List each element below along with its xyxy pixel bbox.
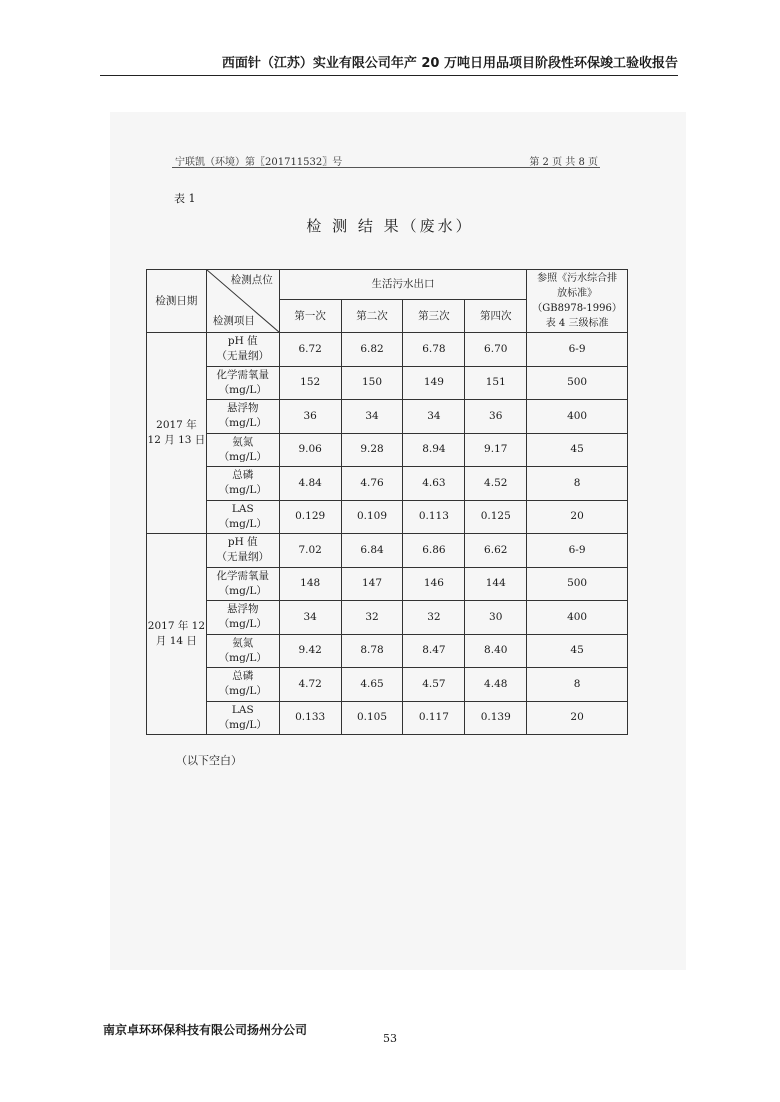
item-cell: [206, 668, 279, 702]
value-cell: 4.48: [465, 668, 527, 702]
standard-cell: 45: [527, 433, 628, 467]
item-cell: [206, 567, 279, 601]
footnote: （以下空白）: [176, 754, 242, 767]
table-row: [147, 333, 628, 367]
table-row: [147, 467, 628, 501]
cell-line: （mg/L）: [218, 484, 267, 497]
value-cell: 8.47: [403, 634, 465, 668]
header-row: [147, 270, 628, 300]
value-cell: 4.52: [465, 467, 527, 501]
cell-line: 氨氮: [232, 636, 254, 649]
value-cell: 149: [403, 366, 465, 400]
value-cell: 148: [279, 567, 341, 601]
value-cell: 4.84: [279, 467, 341, 501]
value-cell: 8.40: [465, 634, 527, 668]
cell-line: （mg/L）: [218, 718, 267, 731]
value-cell: 144: [465, 567, 527, 601]
value-cell: 4.57: [403, 668, 465, 702]
value-cell: 146: [403, 567, 465, 601]
value-cell: 0.133: [279, 701, 341, 735]
cell-line: （mg/L）: [218, 618, 267, 631]
cell-line: pH 值: [227, 536, 258, 549]
cell-line: 12 月 13 日: [147, 434, 206, 446]
table-row: [147, 601, 628, 635]
value-cell: 36: [279, 400, 341, 434]
table-row: [147, 668, 628, 702]
diagonal-header-cell: [206, 270, 279, 333]
value-cell: 8.94: [403, 433, 465, 467]
cell-line: （mg/L）: [218, 685, 267, 698]
value-cell: 8.78: [341, 634, 403, 668]
value-cell: 152: [279, 366, 341, 400]
standard-cell: 20: [527, 701, 628, 735]
cell-line: （mg/L）: [218, 651, 267, 664]
value-cell: 6.70: [465, 333, 527, 367]
table-row: [147, 634, 628, 668]
cell-line: 化学需氧量: [216, 569, 270, 582]
value-cell: 4.76: [341, 467, 403, 501]
cell-line: （mg/L）: [218, 517, 267, 530]
item-cell: [206, 366, 279, 400]
value-cell: 151: [465, 366, 527, 400]
value-cell: 9.17: [465, 433, 527, 467]
value-cell: 0.109: [341, 500, 403, 534]
cell-line: 总磷: [232, 670, 254, 683]
standard-cell: 400: [527, 400, 628, 434]
cell-line: （无量纲）: [216, 551, 270, 564]
value-cell: 4.63: [403, 467, 465, 501]
value-cell: 9.42: [279, 634, 341, 668]
item-cell: [206, 701, 279, 735]
value-cell: 6.62: [465, 534, 527, 568]
item-cell: [206, 534, 279, 568]
table-row: [147, 534, 628, 568]
header-divider: [172, 167, 600, 168]
value-cell: 0.139: [465, 701, 527, 735]
item-cell: [206, 634, 279, 668]
value-cell: 34: [279, 601, 341, 635]
cell-line: 2017 年: [156, 419, 197, 431]
cell-line: 月 14 日: [155, 635, 197, 647]
results-table: [146, 269, 628, 735]
value-cell: 7.02: [279, 534, 341, 568]
value-cell: 0.113: [403, 500, 465, 534]
value-cell: 4.65: [341, 668, 403, 702]
standard-header: [527, 270, 628, 333]
report-header: 西面针（江苏）实业有限公司年产 20 万吨日用品项目阶段性环保竣工验收报告: [100, 52, 678, 76]
table-row: [147, 567, 628, 601]
item-cell: [206, 433, 279, 467]
item-cell: [206, 400, 279, 434]
point-header: 检测点位: [230, 274, 273, 286]
value-cell: 4.72: [279, 668, 341, 702]
value-cell: 30: [465, 601, 527, 635]
value-cell: 6.82: [341, 333, 403, 367]
cell-line: （GB8978-1996）: [532, 303, 622, 314]
outlet-header: 生活污水出口: [279, 270, 526, 300]
value-cell: 0.129: [279, 500, 341, 534]
table-row: [147, 433, 628, 467]
value-cell: 32: [341, 601, 403, 635]
table-row: [147, 500, 628, 534]
value-cell: 36: [465, 400, 527, 434]
standard-cell: 8: [527, 467, 628, 501]
cell-line: 总磷: [232, 469, 254, 482]
value-cell: 0.105: [341, 701, 403, 735]
cell-line: 参照《污水综合排: [537, 273, 618, 284]
value-cell: 6.86: [403, 534, 465, 568]
company-name: 南京卓环环保科技有限公司扬州分公司: [103, 1023, 308, 1037]
value-cell: 32: [403, 601, 465, 635]
standard-cell: 45: [527, 634, 628, 668]
item-cell: [206, 601, 279, 635]
cell-line: LAS: [231, 502, 254, 515]
run-header: 第三次: [403, 300, 465, 333]
date-cell: [147, 534, 207, 735]
value-cell: 34: [341, 400, 403, 434]
item-cell: [206, 333, 279, 367]
standard-cell: 20: [527, 500, 628, 534]
cell-line: （无量纲）: [216, 350, 270, 363]
value-cell: 6.72: [279, 333, 341, 367]
page-info: 第 2 页 共 8 页: [529, 157, 598, 168]
standard-cell: 500: [527, 567, 628, 601]
value-cell: 0.117: [403, 701, 465, 735]
run-header: 第四次: [465, 300, 527, 333]
cell-line: （mg/L）: [218, 383, 267, 396]
table-row: [147, 366, 628, 400]
item-cell: [206, 500, 279, 534]
table-row: [147, 400, 628, 434]
date-cell: [147, 333, 207, 534]
standard-cell: 6-9: [527, 534, 628, 568]
value-cell: 6.78: [403, 333, 465, 367]
cell-line: （mg/L）: [218, 417, 267, 430]
table-title: 检 测 结 果（废水）: [306, 217, 474, 235]
value-cell: 0.125: [465, 500, 527, 534]
standard-cell: 8: [527, 668, 628, 702]
cell-line: 放标准》: [557, 288, 598, 299]
standard-cell: 6-9: [527, 333, 628, 367]
value-cell: 150: [341, 366, 403, 400]
cell-line: LAS: [231, 703, 254, 716]
cell-line: 2017 年 12: [147, 620, 206, 632]
cell-line: 悬浮物: [227, 603, 259, 616]
cell-line: 化学需氧量: [216, 368, 270, 381]
cell-line: pH 值: [227, 335, 258, 348]
value-cell: 9.06: [279, 433, 341, 467]
date-header: 检测日期: [147, 270, 207, 333]
cell-line: 悬浮物: [227, 402, 259, 415]
document-number: 宁联凯（环境）第〖201711532〗号: [175, 157, 343, 168]
cell-line: （mg/L）: [218, 450, 267, 463]
value-cell: 34: [403, 400, 465, 434]
item-cell: [206, 467, 279, 501]
standard-cell: 500: [527, 366, 628, 400]
table-label: 表 1: [174, 192, 196, 205]
page-number: 53: [383, 1032, 397, 1045]
value-cell: 147: [341, 567, 403, 601]
value-cell: 9.28: [341, 433, 403, 467]
run-header: 第一次: [279, 300, 341, 333]
item-header: 检测项目: [212, 315, 255, 327]
standard-cell: 400: [527, 601, 628, 635]
value-cell: 6.84: [341, 534, 403, 568]
run-header: 第二次: [341, 300, 403, 333]
cell-line: （mg/L）: [218, 584, 267, 597]
cell-line: 表 4 三级标准: [545, 318, 609, 329]
table-row: [147, 701, 628, 735]
cell-line: 氨氮: [232, 435, 254, 448]
